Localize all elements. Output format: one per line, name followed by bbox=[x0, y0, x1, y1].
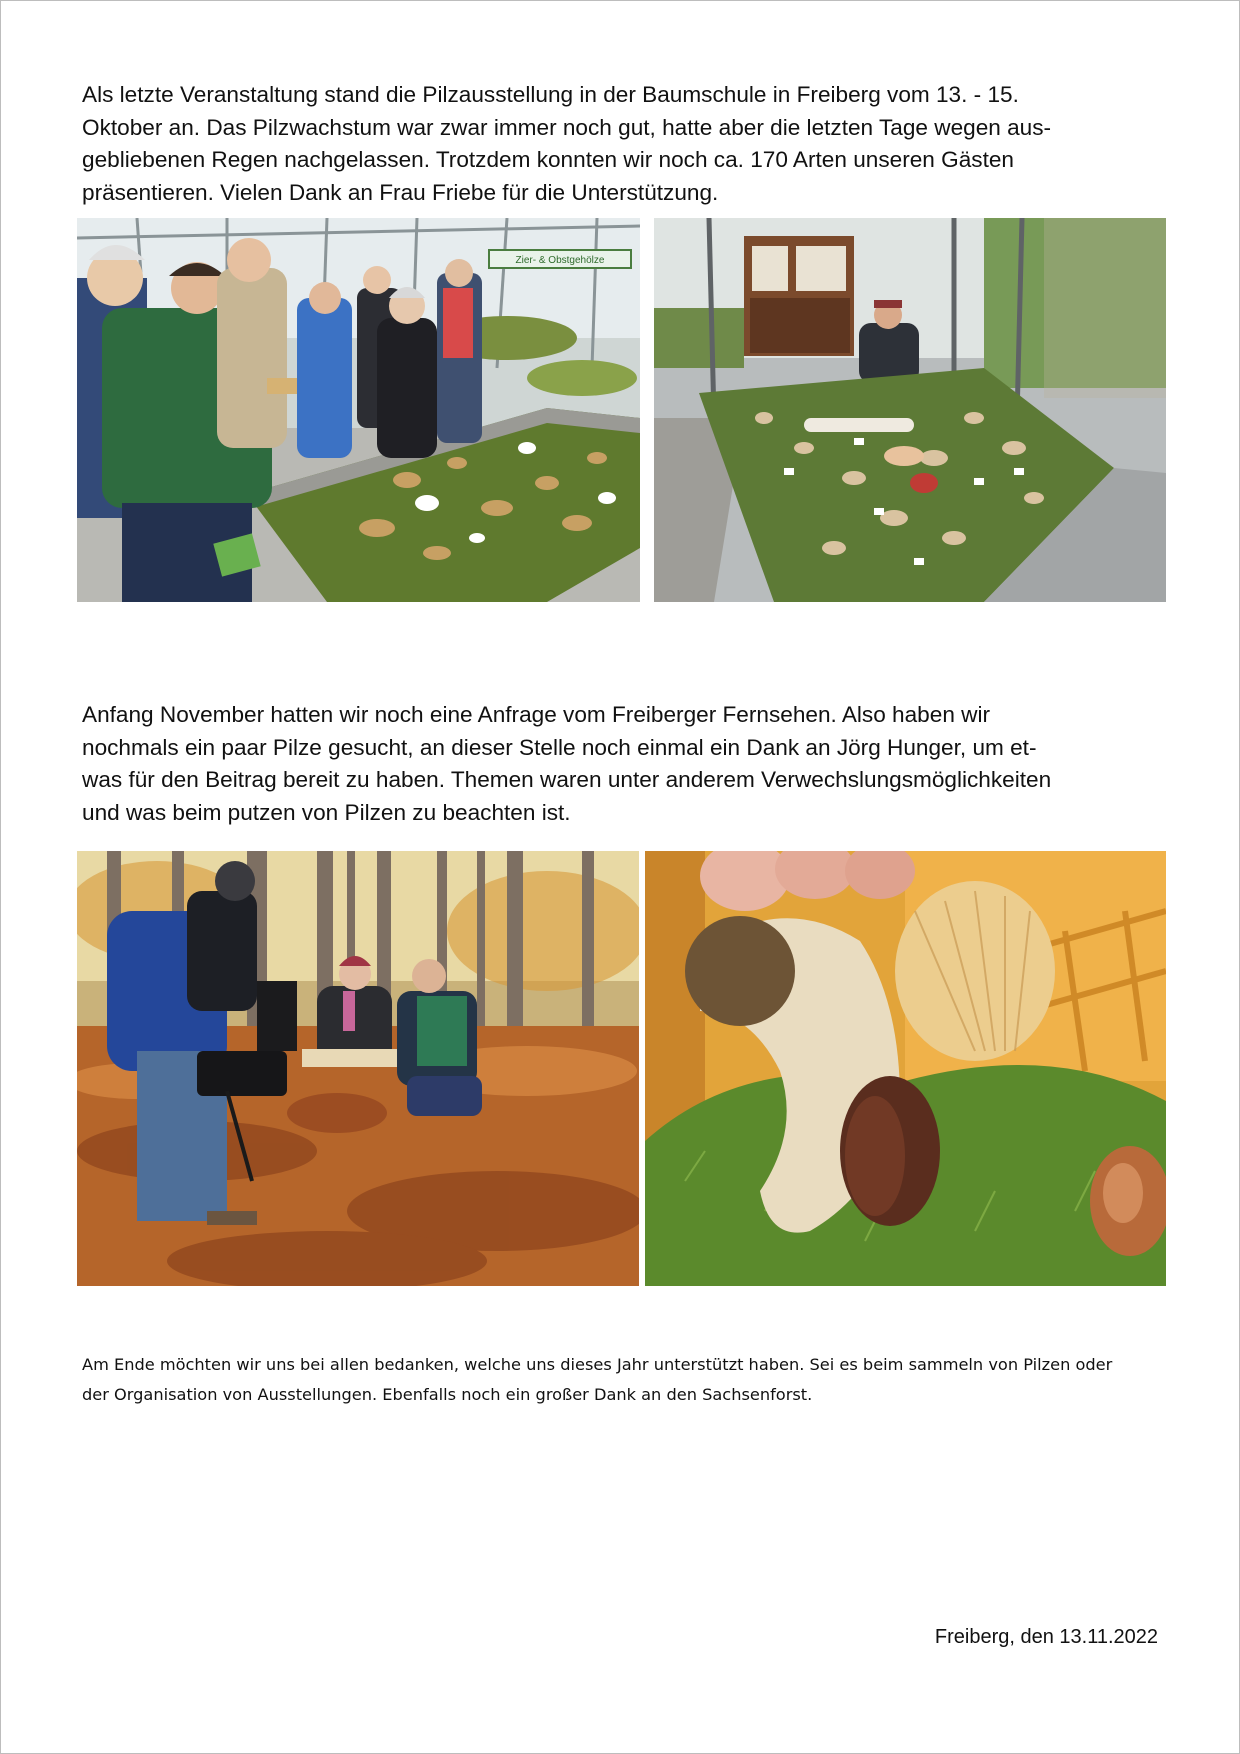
text-line: Am Ende möchten wir uns bei allen bedanken, welche uns dieses Jahr unterstützt haben. Sei es beim sammeln von Pilzen oder bbox=[82, 1355, 1113, 1374]
photo1-sign-text: Zier- & Obstgehölze bbox=[515, 255, 605, 266]
text-line: nochmals ein paar Pilze gesucht, an dieser Stelle noch einmal ein Dank an Jörg Hunger, um et- bbox=[82, 734, 1037, 760]
paragraph-tv-request bbox=[82, 699, 1172, 829]
text-line: präsentieren. Vielen Dank an Frau Friebe für die Unterstützung. bbox=[82, 179, 719, 205]
text-line: Als letzte Veranstaltung stand die Pilzausstellung in der Baumschule in Freiberg vom 13. - 15. bbox=[82, 82, 1019, 107]
text-line: und was beim putzen von Pilzen zu beachten ist. bbox=[82, 799, 571, 825]
photo-tv-filming-forest bbox=[77, 851, 639, 1286]
text-line: was für den Beitrag bereit zu haben. Themen waren unter anderem Verwechslungsmöglichkeiten bbox=[82, 767, 1052, 792]
paragraph-exhibition bbox=[82, 79, 1172, 209]
paragraph-thanks bbox=[82, 1350, 1182, 1410]
photo-exhibition-visitors bbox=[77, 218, 640, 602]
text-line: Anfang November hatten wir noch eine Anfrage vom Freiberger Fernsehen. Also haben wir bbox=[82, 702, 991, 727]
photo-exhibition-table bbox=[654, 218, 1166, 602]
signature-place-date: Freiberg, den 13.11.2022 bbox=[934, 1626, 1158, 1648]
text-line: der Organisation von Ausstellungen. Ebenfalls noch ein großer Dank an den Sachsenforst. bbox=[82, 1385, 813, 1404]
text-line: Oktober an. Das Pilzwachstum war zwar immer noch gut, hatte aber die letzten Tage wegen aus- bbox=[82, 114, 1052, 140]
text-line: gebliebenen Regen nachgelassen. Trotzdem konnten wir noch ca. 170 Arten unseren Gästen bbox=[82, 147, 1014, 172]
photo-mushroom-closeup bbox=[645, 851, 1166, 1286]
